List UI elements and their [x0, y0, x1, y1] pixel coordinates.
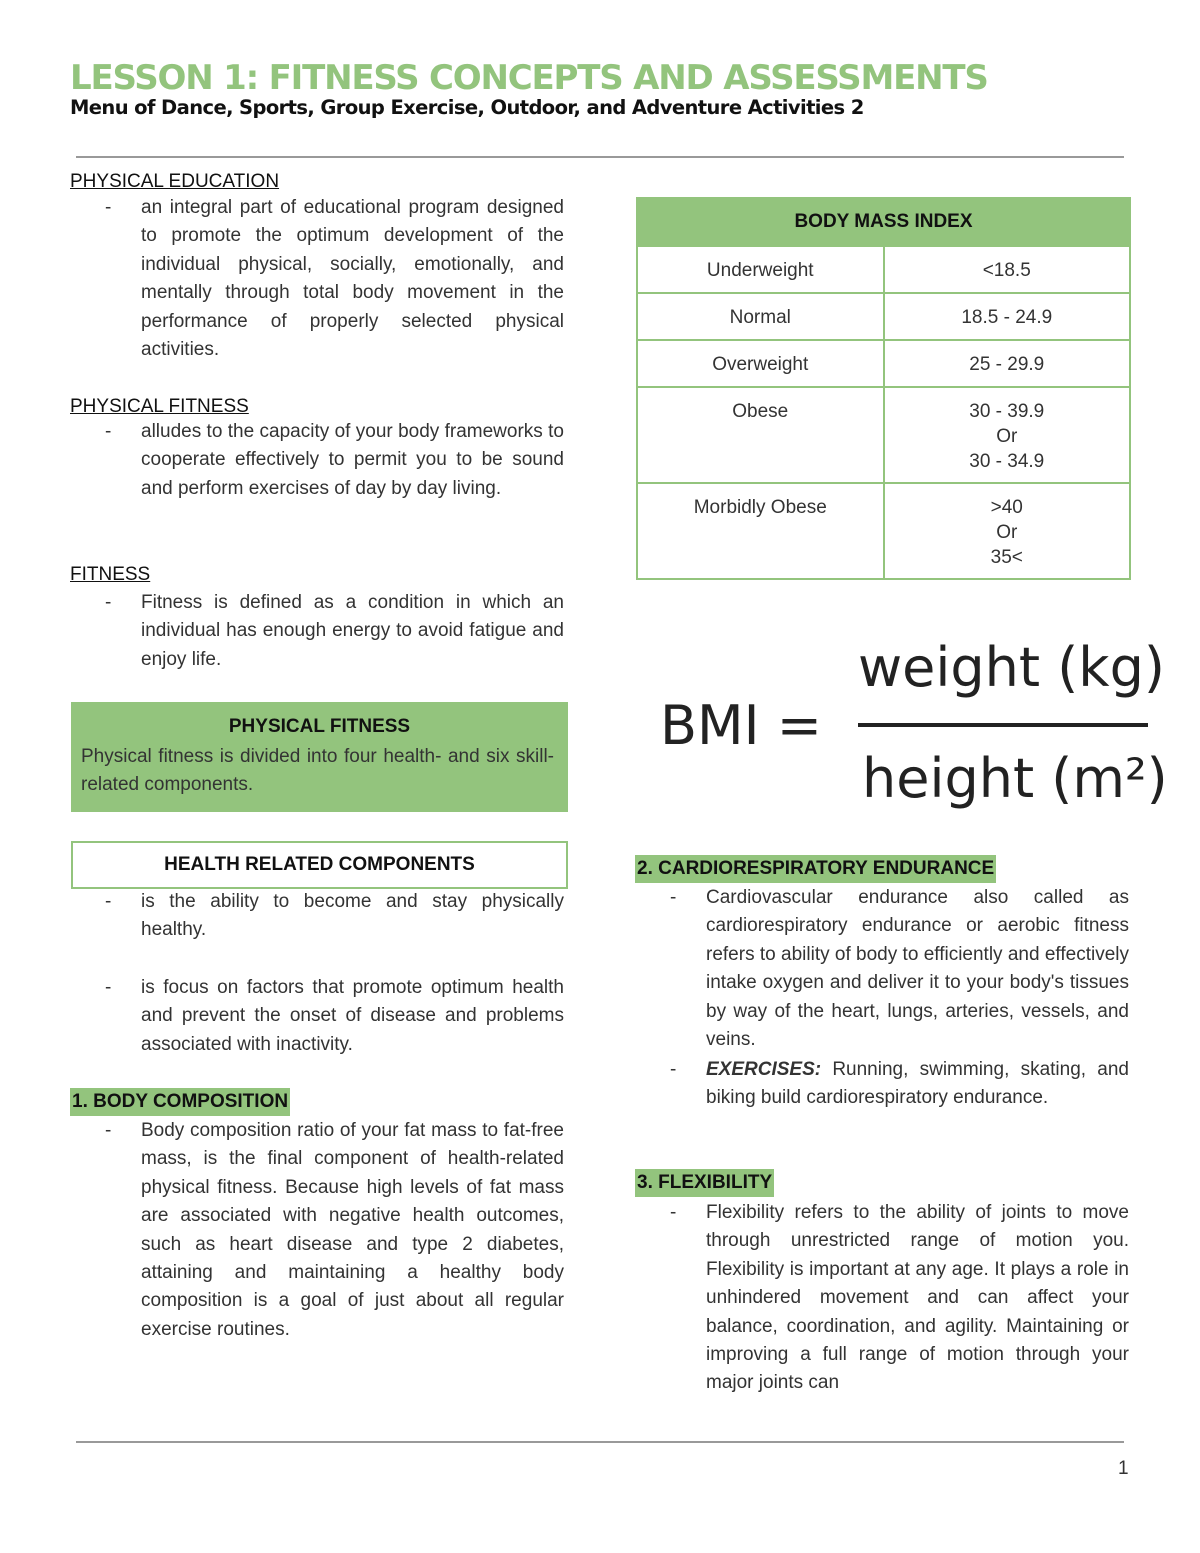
bmi-category: Morbidly Obese	[637, 483, 884, 579]
bmi-formula-fraction-bar	[858, 723, 1148, 727]
fitness-heading: FITNESS	[70, 564, 151, 585]
flexibility-bullet: - Flexibility refers to the ability of joints to move through unrestricted range of motion you. Flexibility is important at any age. It plays a role in unhindered movement and can affect your balance, coordination, and agility. Maintaining or improving a full range of motion through your major joints can	[670, 1199, 1129, 1399]
bmi-category: Obese	[637, 387, 884, 483]
header-divider	[76, 156, 1124, 158]
body-composition-heading: 1. BODY COMPOSITION	[70, 1088, 290, 1116]
table-row	[637, 293, 1130, 340]
page-title: LESSON 1: FITNESS CONCEPTS AND ASSESSMENTS	[70, 58, 988, 98]
health-components-bullet-2: - is focus on factors that promote optimum health and prevent the onset of disease and problems associated with inactivity.	[105, 974, 564, 1062]
table-row	[637, 387, 1130, 483]
bmi-category: Underweight	[637, 246, 884, 293]
bmi-formula-lhs: BMI =	[660, 694, 822, 757]
cardio-exercises-bullet: - EXERCISES: Running, swimming, skating, and biking build cardiorespiratory endurance.	[670, 1056, 1129, 1144]
bmi-value-line: >40	[990, 497, 1023, 518]
cardio-heading: 2. CARDIORESPIRATORY ENDURANCE	[635, 855, 996, 883]
bmi-value: 18.5 - 24.9	[884, 293, 1131, 340]
health-components-box	[71, 841, 568, 889]
bmi-category: Overweight	[637, 340, 884, 387]
fitness-bullet: - Fitness is defined as a condition in which an individual has enough energy to avoid fatigue and enjoy life.	[105, 589, 564, 677]
footer-divider	[76, 1441, 1124, 1443]
bmi-value-line: Or	[996, 522, 1018, 543]
bmi-value: 25 - 29.9	[884, 340, 1131, 387]
fitness-text: Fitness is defined as a condition in which an individual has enough energy to avoid fatigue and enjoy life.	[141, 592, 564, 670]
cardio-bullet: - Cardiovascular endurance also called as cardiorespiratory endurance or aerobic fitness refers to ability of body to efficiently and effectively intake oxygen and deliver it to your body's tissues by way of the heart, lungs, arteries, vessels, and veins.	[670, 884, 1129, 1058]
exercises-text: Running, swimming, skating, and biking build cardiorespiratory endurance.	[706, 1059, 1129, 1109]
bmi-value-line: 30 - 34.9	[969, 451, 1045, 472]
table-row	[637, 340, 1130, 387]
bmi-value	[884, 483, 1131, 579]
health-components-text-2: is focus on factors that promote optimum health and prevent the onset of disease and problems associated with inactivity.	[141, 977, 564, 1055]
table-row	[637, 483, 1130, 579]
bmi-value-line: 30 - 39.9	[969, 401, 1045, 422]
table-row	[637, 246, 1130, 293]
flexibility-heading: 3. FLEXIBILITY	[635, 1169, 774, 1197]
physical-education-heading: PHYSICAL EDUCATION	[70, 171, 280, 192]
bmi-formula-numerator: weight (kg)	[858, 636, 1165, 699]
bmi-value	[884, 387, 1131, 483]
physical-education-text: an integral part of educational program designed to promote the optimum development of the individual physical, socially, emotionally, and mentally through total body movement in the performance of properly selected physical activities.	[141, 197, 564, 361]
bmi-value-line: 35<	[990, 547, 1023, 568]
health-components-bullet-1: - is the ability to become and stay physically healthy.	[105, 888, 564, 946]
physical-fitness-text: alludes to the capacity of your body frameworks to cooperate effectively to permit you to be sound and perform exercises of day by day living.	[141, 421, 564, 499]
body-composition-bullet: - Body composition ratio of your fat mass to fat-free mass, is the final component of health-related physical fitness. Because high levels of fat mass are associated with negative health outcomes, such as heart disease and type 2 diabetes, attaining and maintaining a healthy body composition is a goal of just about all regular exercise routines.	[105, 1117, 564, 1377]
cardio-text: Cardiovascular endurance also called as cardiorespiratory endurance or aerobic fitness refers to ability of body to efficiently and effectively intake oxygen and deliver it to your body's tissues by way of the heart, lungs, arteries, vessels, and veins.	[706, 887, 1129, 1051]
physical-fitness-box	[71, 702, 568, 812]
bmi-table-title: BODY MASS INDEX	[637, 198, 1130, 246]
page-subtitle: Menu of Dance, Sports, Group Exercise, Outdoor, and Adventure Activities 2	[70, 96, 864, 119]
physical-fitness-box-title: PHYSICAL FITNESS	[228, 716, 411, 737]
physical-education-bullet: - an integral part of educational program designed to promote the optimum development of the individual physical, socially, emotionally, and mentally through total body movement in the performance of properly selected physical activities.	[105, 194, 564, 339]
bmi-value: <18.5	[884, 246, 1131, 293]
health-components-title: HEALTH RELATED COMPONENTS	[164, 854, 475, 875]
page-number: 1	[1118, 1458, 1129, 1479]
health-components-text-1: is the ability to become and stay physically healthy.	[141, 891, 564, 941]
physical-fitness-bullet: - alludes to the capacity of your body frameworks to cooperate effectively to permit you to be sound and perform exercises of day by day living.	[105, 418, 564, 533]
bmi-formula-denominator: height (m²)	[862, 747, 1168, 810]
physical-fitness-heading: PHYSICAL FITNESS	[70, 396, 249, 417]
cardio-exercises	[706, 1056, 1129, 1113]
physical-fitness-box-text: Physical fitness is divided into four health- and six skill-related components.	[81, 746, 554, 796]
flexibility-text: Flexibility refers to the ability of joints to move through unrestricted range of motion you. Flexibility is important at any age. It plays a role in unhindered movement and can affect your balance, coordination, and agility. Maintaining or improving a full range of motion through your major joints can	[706, 1202, 1129, 1394]
body-composition-text: Body composition ratio of your fat mass to fat-free mass, is the final component of health-related physical fitness. Because high levels of fat mass are associated with negative health outcomes, such as heart disease and type 2 diabetes, attaining and maintaining a healthy body composition is a goal of just about all regular exercise routines.	[141, 1120, 564, 1340]
bmi-category: Normal	[637, 293, 884, 340]
bmi-table	[636, 197, 1131, 580]
exercises-label: EXERCISES:	[706, 1059, 822, 1080]
bmi-value-line: Or	[996, 426, 1018, 447]
